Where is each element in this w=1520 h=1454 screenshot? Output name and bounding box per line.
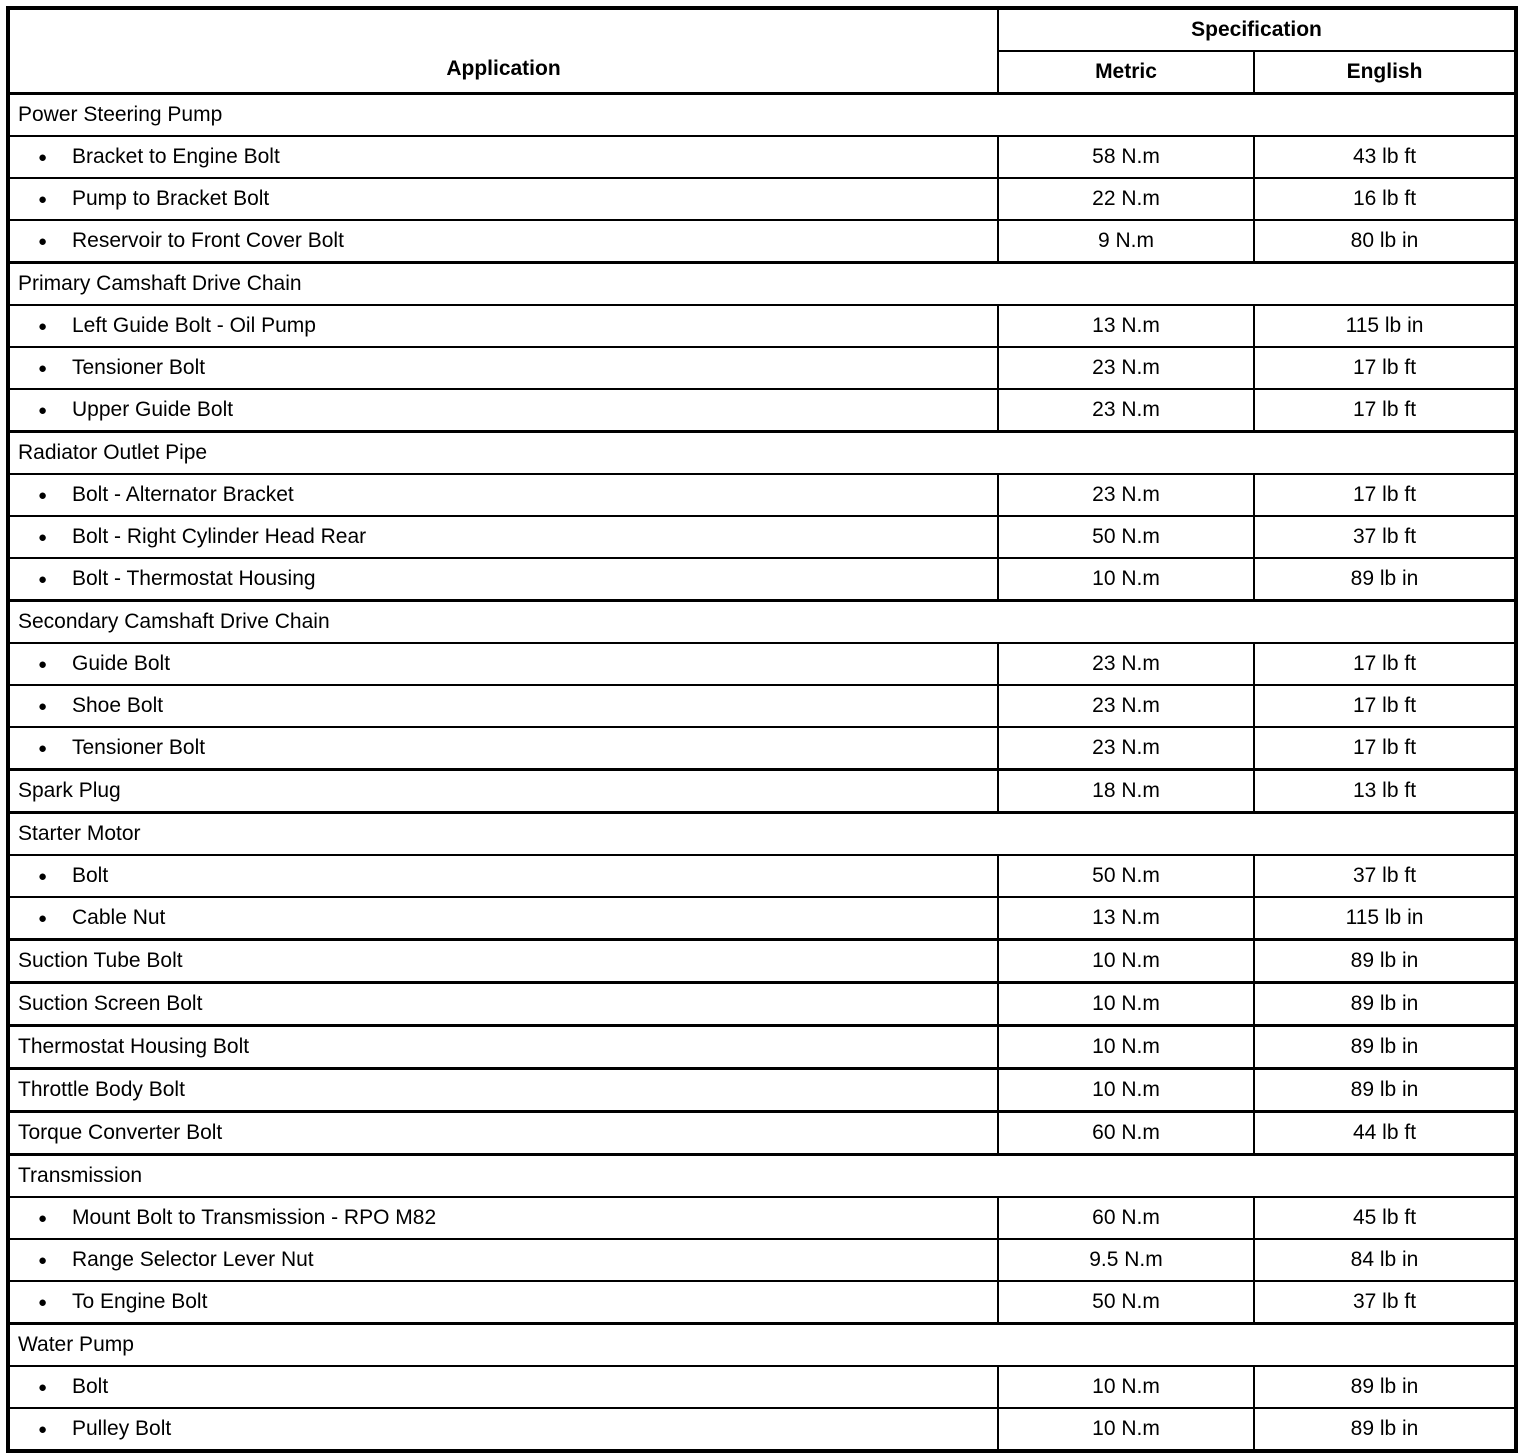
- spec-row: [8, 516, 1516, 558]
- bullet-icon: ●: [38, 910, 48, 928]
- section-row: [8, 1324, 1516, 1367]
- section-label: Transmission: [8, 1155, 1516, 1198]
- torque-spec-table: [6, 6, 1518, 1453]
- metric-value-cell: 60 N.m: [998, 1112, 1254, 1155]
- section-label: Secondary Camshaft Drive Chain: [8, 601, 1516, 644]
- section-row: [8, 601, 1516, 644]
- application-cell: [8, 305, 998, 347]
- application-header: Application: [8, 8, 998, 94]
- spec-row: [8, 1408, 1516, 1451]
- metric-value-cell: 10 N.m: [998, 983, 1254, 1026]
- english-value-cell: 17 lb ft: [1254, 727, 1516, 770]
- application-cell: Suction Tube Bolt: [8, 940, 998, 983]
- bullet-icon: ●: [38, 402, 48, 420]
- application-cell: [8, 220, 998, 263]
- bullet-icon: ●: [38, 1421, 48, 1439]
- english-header: English: [1254, 51, 1516, 94]
- english-value-cell: 45 lb ft: [1254, 1197, 1516, 1239]
- english-value-cell: 44 lb ft: [1254, 1112, 1516, 1155]
- metric-header: Metric: [998, 51, 1254, 94]
- spec-row: [8, 770, 1516, 813]
- metric-value-cell: 23 N.m: [998, 727, 1254, 770]
- application-label: Left Guide Bolt - Oil Pump: [72, 314, 316, 338]
- english-value-cell: 89 lb in: [1254, 1366, 1516, 1408]
- application-cell: [8, 897, 998, 940]
- application-cell: [8, 685, 998, 727]
- application-cell: [8, 516, 998, 558]
- metric-value-cell: 10 N.m: [998, 1408, 1254, 1451]
- spec-row: [8, 1281, 1516, 1324]
- english-value-cell: 115 lb in: [1254, 897, 1516, 940]
- metric-value-cell: 9 N.m: [998, 220, 1254, 263]
- application-cell: [8, 558, 998, 601]
- application-label: Pulley Bolt: [72, 1417, 172, 1441]
- english-value-cell: 89 lb in: [1254, 558, 1516, 601]
- english-value-cell: 37 lb ft: [1254, 855, 1516, 897]
- english-value-cell: 17 lb ft: [1254, 643, 1516, 685]
- spec-row: [8, 1112, 1516, 1155]
- application-label: Shoe Bolt: [72, 694, 164, 718]
- section-label: Water Pump: [8, 1324, 1516, 1367]
- english-value-cell: 80 lb in: [1254, 220, 1516, 263]
- application-cell: [8, 389, 998, 432]
- application-cell: [8, 136, 998, 178]
- bullet-icon: ●: [38, 233, 48, 251]
- metric-value-cell: 50 N.m: [998, 1281, 1254, 1324]
- application-cell: [8, 474, 998, 516]
- metric-value-cell: 60 N.m: [998, 1197, 1254, 1239]
- spec-row: [8, 220, 1516, 263]
- application-label: Bracket to Engine Bolt: [72, 145, 280, 169]
- bullet-icon: ●: [38, 868, 48, 886]
- bullet-icon: ●: [38, 740, 48, 758]
- english-value-cell: 17 lb ft: [1254, 389, 1516, 432]
- specification-header: Specification: [998, 8, 1516, 51]
- application-label: Pump to Bracket Bolt: [72, 187, 270, 211]
- english-value-cell: 89 lb in: [1254, 983, 1516, 1026]
- bullet-icon: ●: [38, 191, 48, 209]
- spec-row: [8, 1069, 1516, 1112]
- application-label: Upper Guide Bolt: [72, 398, 234, 422]
- spec-row: [8, 1366, 1516, 1408]
- application-cell: [8, 1281, 998, 1324]
- application-cell: [8, 643, 998, 685]
- application-label: Mount Bolt to Transmission - RPO M82: [72, 1206, 437, 1230]
- spec-row: [8, 727, 1516, 770]
- english-value-cell: 89 lb in: [1254, 1408, 1516, 1451]
- spec-row: [8, 897, 1516, 940]
- english-value-cell: 17 lb ft: [1254, 685, 1516, 727]
- application-label: Tensioner Bolt: [72, 736, 206, 760]
- section-label: Primary Camshaft Drive Chain: [8, 263, 1516, 306]
- bullet-icon: ●: [38, 487, 48, 505]
- spec-row: [8, 347, 1516, 389]
- spec-row: [8, 558, 1516, 601]
- bullet-icon: ●: [38, 318, 48, 336]
- spec-row: [8, 643, 1516, 685]
- section-label: Radiator Outlet Pipe: [8, 432, 1516, 475]
- bullet-icon: ●: [38, 698, 48, 716]
- spec-row: [8, 1239, 1516, 1281]
- metric-value-cell: 23 N.m: [998, 389, 1254, 432]
- spec-row: [8, 389, 1516, 432]
- section-label: Power Steering Pump: [8, 94, 1516, 137]
- section-row: [8, 432, 1516, 475]
- bullet-icon: ●: [38, 529, 48, 547]
- application-cell: [8, 855, 998, 897]
- english-value-cell: 37 lb ft: [1254, 516, 1516, 558]
- application-label: Cable Nut: [72, 906, 166, 930]
- bullet-icon: ●: [38, 1252, 48, 1270]
- application-label: Bolt - Right Cylinder Head Rear: [72, 525, 367, 549]
- application-label: Bolt: [72, 1375, 109, 1399]
- metric-value-cell: 18 N.m: [998, 770, 1254, 813]
- metric-value-cell: 50 N.m: [998, 855, 1254, 897]
- bullet-icon: ●: [38, 1210, 48, 1228]
- spec-row: [8, 1026, 1516, 1069]
- english-value-cell: 89 lb in: [1254, 1069, 1516, 1112]
- metric-value-cell: 22 N.m: [998, 178, 1254, 220]
- metric-value-cell: 23 N.m: [998, 685, 1254, 727]
- bullet-icon: ●: [38, 1294, 48, 1312]
- application-cell: [8, 1239, 998, 1281]
- metric-value-cell: 9.5 N.m: [998, 1239, 1254, 1281]
- application-cell: [8, 1197, 998, 1239]
- metric-value-cell: 13 N.m: [998, 305, 1254, 347]
- spec-row: [8, 136, 1516, 178]
- section-row: [8, 813, 1516, 856]
- english-value-cell: 89 lb in: [1254, 1026, 1516, 1069]
- metric-value-cell: 50 N.m: [998, 516, 1254, 558]
- metric-value-cell: 10 N.m: [998, 1069, 1254, 1112]
- metric-value-cell: 10 N.m: [998, 1366, 1254, 1408]
- spec-row: [8, 685, 1516, 727]
- bullet-icon: ●: [38, 149, 48, 167]
- application-cell: [8, 1366, 998, 1408]
- metric-value-cell: 23 N.m: [998, 643, 1254, 685]
- spec-row: [8, 178, 1516, 220]
- spec-row: [8, 1197, 1516, 1239]
- english-value-cell: 43 lb ft: [1254, 136, 1516, 178]
- metric-value-cell: 13 N.m: [998, 897, 1254, 940]
- section-row: [8, 94, 1516, 137]
- application-label: Bolt - Alternator Bracket: [72, 483, 294, 507]
- english-value-cell: 84 lb in: [1254, 1239, 1516, 1281]
- spec-row: [8, 983, 1516, 1026]
- bullet-icon: ●: [38, 1379, 48, 1397]
- section-row: [8, 1155, 1516, 1198]
- metric-value-cell: 10 N.m: [998, 1026, 1254, 1069]
- english-value-cell: 16 lb ft: [1254, 178, 1516, 220]
- section-label: Starter Motor: [8, 813, 1516, 856]
- application-label: To Engine Bolt: [72, 1290, 208, 1314]
- english-value-cell: 17 lb ft: [1254, 347, 1516, 389]
- english-value-cell: 115 lb in: [1254, 305, 1516, 347]
- metric-value-cell: 10 N.m: [998, 558, 1254, 601]
- application-cell: [8, 347, 998, 389]
- application-cell: [8, 1408, 998, 1451]
- english-value-cell: 89 lb in: [1254, 940, 1516, 983]
- section-row: [8, 263, 1516, 306]
- application-label: Bolt: [72, 864, 109, 888]
- bullet-icon: ●: [38, 360, 48, 378]
- application-cell: Throttle Body Bolt: [8, 1069, 998, 1112]
- spec-row: [8, 855, 1516, 897]
- metric-value-cell: 58 N.m: [998, 136, 1254, 178]
- bullet-icon: ●: [38, 571, 48, 589]
- metric-value-cell: 10 N.m: [998, 940, 1254, 983]
- application-label: Tensioner Bolt: [72, 356, 206, 380]
- application-label: Reservoir to Front Cover Bolt: [72, 229, 344, 253]
- metric-value-cell: 23 N.m: [998, 347, 1254, 389]
- application-cell: Suction Screen Bolt: [8, 983, 998, 1026]
- metric-value-cell: 23 N.m: [998, 474, 1254, 516]
- application-label: Range Selector Lever Nut: [72, 1248, 314, 1272]
- spec-row: [8, 940, 1516, 983]
- application-cell: [8, 178, 998, 220]
- english-value-cell: 37 lb ft: [1254, 1281, 1516, 1324]
- bullet-icon: ●: [38, 656, 48, 674]
- english-value-cell: 13 lb ft: [1254, 770, 1516, 813]
- application-label: Guide Bolt: [72, 652, 171, 676]
- table-header: [8, 8, 1516, 94]
- english-value-cell: 17 lb ft: [1254, 474, 1516, 516]
- spec-row: [8, 474, 1516, 516]
- application-cell: Thermostat Housing Bolt: [8, 1026, 998, 1069]
- application-cell: [8, 727, 998, 770]
- application-label: Bolt - Thermostat Housing: [72, 567, 316, 591]
- application-cell: Torque Converter Bolt: [8, 1112, 998, 1155]
- spec-table-body: [8, 94, 1516, 1452]
- spec-row: [8, 305, 1516, 347]
- application-cell: Spark Plug: [8, 770, 998, 813]
